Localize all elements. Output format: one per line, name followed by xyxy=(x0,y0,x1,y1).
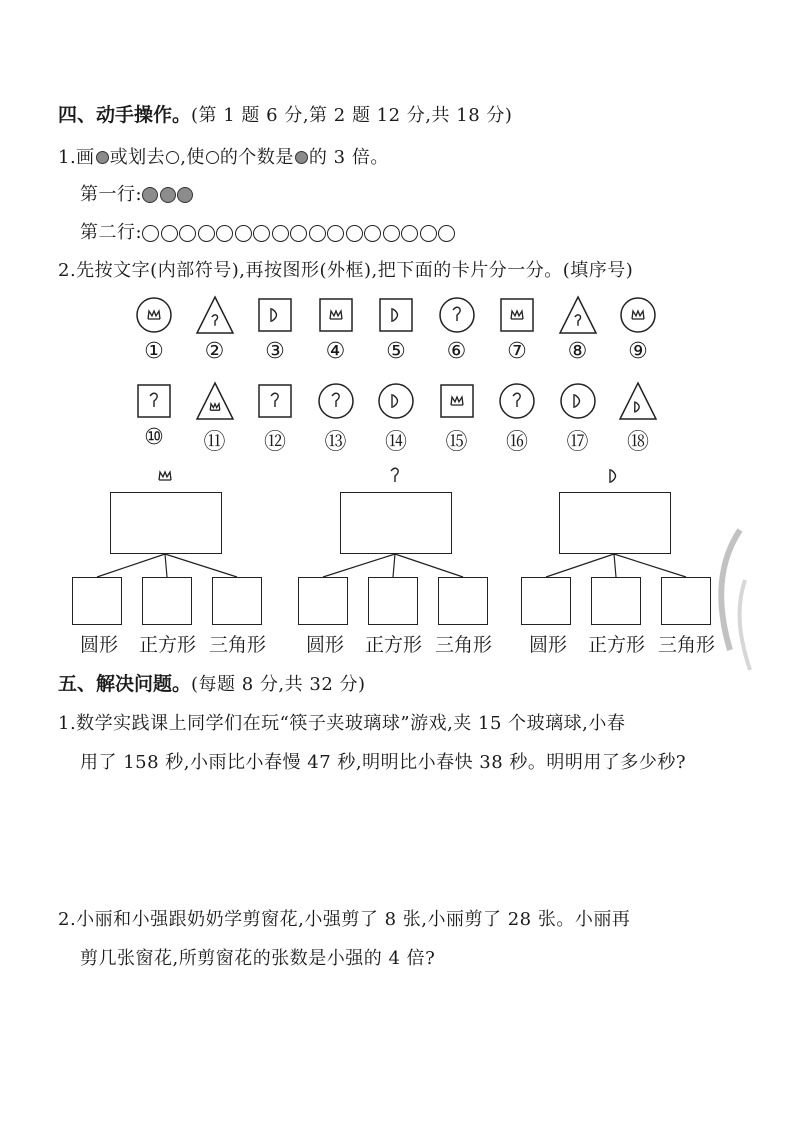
card-number: ③ xyxy=(265,339,285,364)
card-number: ⑧ xyxy=(567,339,588,364)
card-number: ① xyxy=(144,339,164,364)
card-number: ⑯ xyxy=(505,430,528,455)
q1-prefix: 1.画 xyxy=(58,147,95,168)
card-number: ⑰ xyxy=(566,430,589,455)
card-number: ⑨ xyxy=(628,339,648,364)
shape-label: 三角形 xyxy=(435,634,493,656)
shape-label: 圆形 xyxy=(80,634,119,656)
shape-label: 圆形 xyxy=(306,634,345,656)
shape-label: 三角形 xyxy=(209,634,267,656)
problem-2-line-2: 剪几张窗花,所剪窗花的张数是小强的 4 倍? xyxy=(80,948,436,969)
scan-smudge xyxy=(700,520,760,680)
card-number: ⑫ xyxy=(263,430,286,455)
problem-2-line-1: 2.小丽和小强跟奶奶学剪窗花,小强剪了 8 张,小丽剪了 28 张。小丽再 xyxy=(58,909,631,930)
section-5-header xyxy=(58,669,366,696)
row-2-label: 第二行: xyxy=(80,222,143,243)
shape-label: 圆形 xyxy=(529,634,568,656)
card-number: ⑮ xyxy=(445,430,468,455)
answer-box-dee-2[interactable] xyxy=(591,577,641,625)
card-number: ⑤ xyxy=(386,339,406,364)
card-number: ④ xyxy=(325,339,346,364)
q1-part3: ,使 xyxy=(180,147,205,168)
card-number: ⑪ xyxy=(203,430,226,455)
problem-1-line-1: 1.数学实践课上同学们在玩“筷子夹玻璃球”游戏,夹 15 个玻璃球,小春 xyxy=(58,713,626,734)
q1-part2: 或划去 xyxy=(109,147,166,168)
section-5-title: 五、解决问题。 xyxy=(58,673,192,695)
section-5-score: (每题 8 分,共 32 分) xyxy=(191,674,366,695)
shape-label: 正方形 xyxy=(139,634,197,656)
shape-label: 正方形 xyxy=(588,634,646,656)
card-number: ⑬ xyxy=(324,430,347,455)
card-number: ⑥ xyxy=(446,339,467,364)
card-number: ⑱ xyxy=(626,430,649,455)
row-1-label: 第一行: xyxy=(80,184,143,205)
problem-1-line-2: 用了 158 秒,小雨比小春慢 47 秒,明明比小春快 38 秒。明明用了多少秒? xyxy=(80,752,687,773)
shape-label: 正方形 xyxy=(365,634,423,656)
question-2-text: 2.先按文字(内部符号),再按图形(外框),把下面的卡片分一分。(填序号) xyxy=(58,260,634,281)
section-4-title: 四、动手操作。 xyxy=(58,104,192,126)
q1-part4: 的个数是 xyxy=(219,147,294,168)
card-number: ⑭ xyxy=(384,430,407,455)
card-number: ⑦ xyxy=(507,339,527,364)
q1-part5: 的 3 倍。 xyxy=(308,147,389,168)
answer-box-dee-1[interactable] xyxy=(521,577,571,625)
section-4-score: (第 1 题 6 分,第 2 题 12 分,共 18 分) xyxy=(191,105,513,126)
card-number: ② xyxy=(204,339,225,364)
shape-label: 三角形 xyxy=(658,634,716,656)
card-number: ⑩ xyxy=(144,425,164,450)
